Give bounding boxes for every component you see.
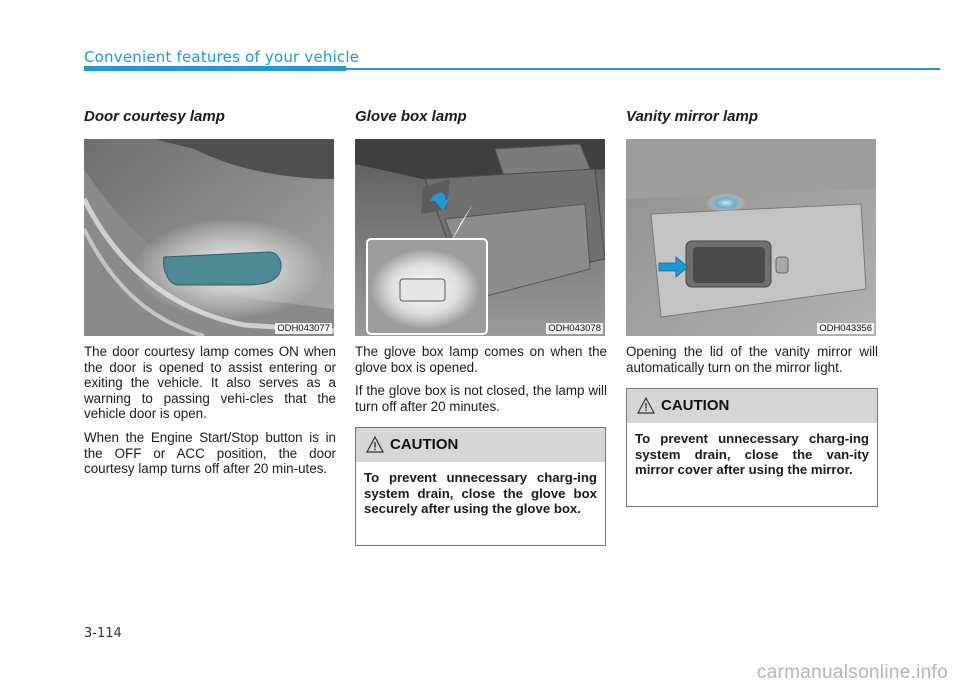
warning-triangle-icon	[366, 436, 384, 453]
caution-label: CAUTION	[390, 436, 459, 453]
vanity-mirror-lamp-section	[626, 108, 878, 383]
figure-code: ODH043356	[819, 323, 872, 334]
section-title: Door courtesy lamp	[84, 108, 225, 125]
glove-box-drawing	[355, 139, 605, 336]
section-header-title: Convenient features of your vehicle	[84, 48, 360, 66]
vanity-mirror-lamp-illustration	[626, 139, 876, 336]
paragraph: When the Engine Start/Stop button is in the OFF or ACC position, the door courtesy lamp turns off after 20 min-utes.	[84, 429, 336, 477]
paragraph: If the glove box is not closed, the lamp will turn off after 20 minutes.	[355, 383, 607, 414]
caution-label: CAUTION	[661, 397, 730, 414]
section-title: Vanity mirror lamp	[626, 108, 758, 125]
caution-text: To prevent unnecessary charg-ing system drain, close the glove box securely after using the glove box.	[364, 470, 597, 517]
door-lamp-drawing	[84, 139, 334, 336]
page-header	[84, 44, 940, 74]
warning-triangle-icon	[637, 397, 655, 414]
paragraph: The door courtesy lamp comes ON when the door is opened to assist entering or exiting the vehicle. It also serves as a warning to passing vehi-cles that the vehicle door is open.	[84, 344, 336, 422]
glove-box-lamp-illustration	[355, 139, 605, 336]
section-title: Glove box lamp	[355, 108, 467, 125]
body-text	[355, 344, 607, 414]
figure-code: ODH043078	[548, 323, 601, 334]
body-text	[84, 344, 336, 477]
vanity-mirror-drawing	[626, 139, 876, 336]
caution-text: To prevent unnecessary charg-ing system drain, close the van-ity mirror cover after using the mirror.	[635, 431, 869, 478]
door-courtesy-lamp-section	[84, 108, 336, 485]
glove-box-caution-box	[355, 427, 606, 546]
door-courtesy-lamp-illustration	[84, 139, 334, 336]
vanity-mirror-caution-box	[626, 388, 878, 507]
glove-box-lamp-section	[355, 108, 607, 422]
figure-code: ODH043077	[277, 323, 330, 334]
page-number: 3-114	[84, 626, 122, 641]
caution-header	[356, 428, 605, 462]
caution-header	[627, 389, 877, 423]
watermark: carmanualsonline.info	[756, 662, 948, 683]
paragraph: The glove box lamp comes on when the glove box is opened.	[355, 344, 607, 375]
paragraph: Opening the lid of the vanity mirror will automatically turn on the mirror light.	[626, 344, 878, 375]
header-rule-accent	[84, 66, 346, 71]
body-text	[626, 344, 878, 375]
